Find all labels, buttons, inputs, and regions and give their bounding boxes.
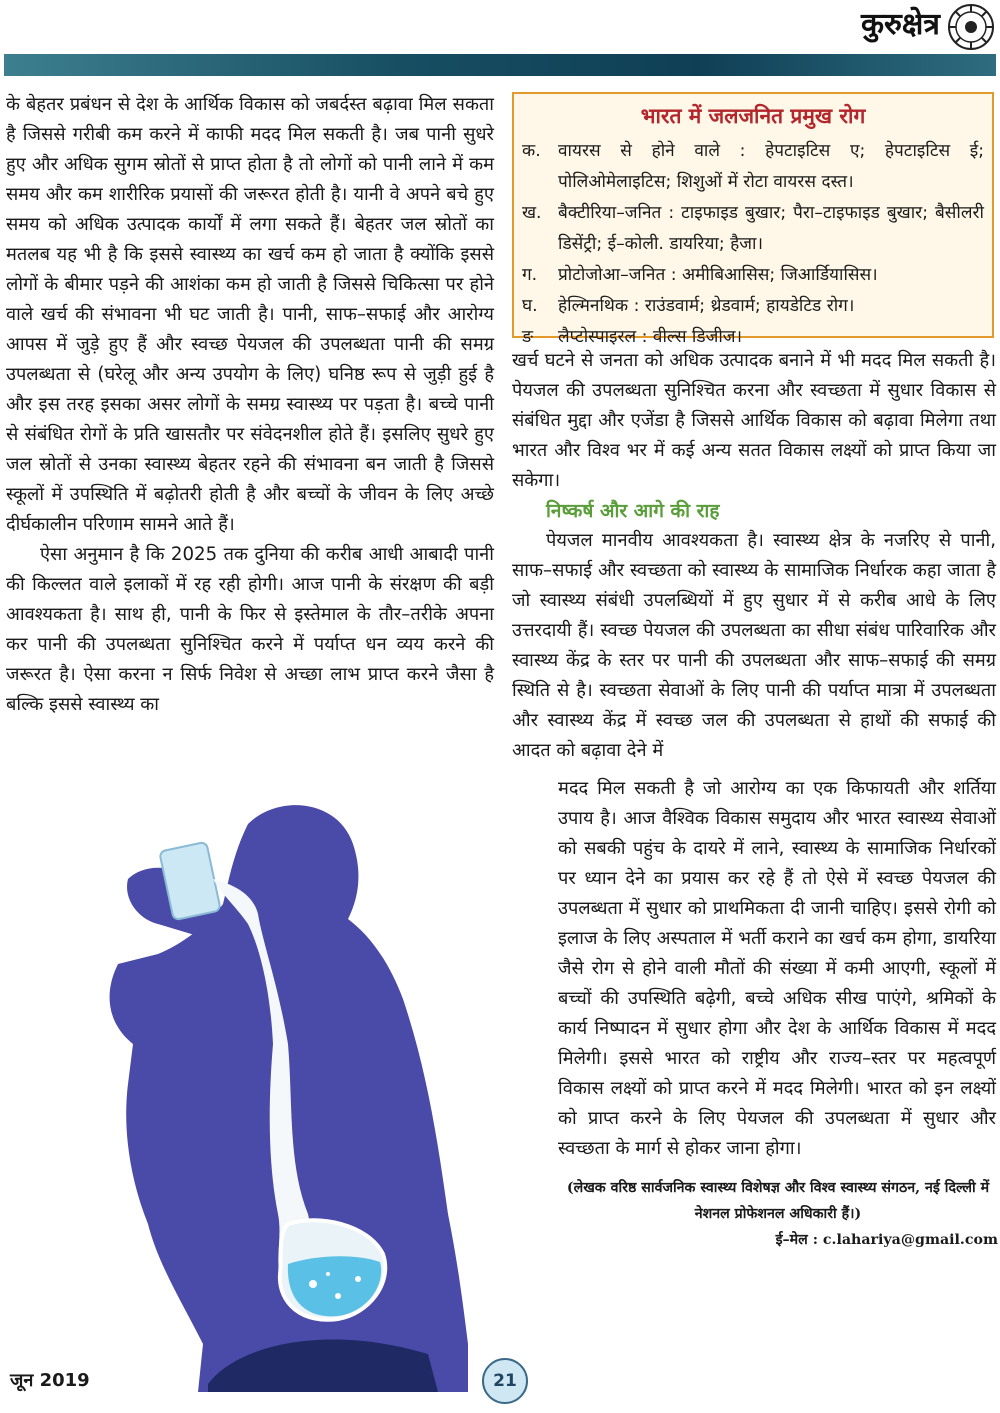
magazine-title: कुरुक्षेत्र xyxy=(860,7,940,42)
disease-item-text: बैक्टीरिया–जनित : टाइफाइड बुखार; पैरा–टाइफाइड बुखार; बैसीलरी डिसेंट्री; ई–कोली. डायरिया; हैजा। xyxy=(558,203,984,254)
author-byline xyxy=(558,1175,998,1253)
disease-item-label: ङ xyxy=(522,327,533,347)
disease-item-label: क. xyxy=(522,141,541,161)
disease-item-label: ग. xyxy=(522,265,538,285)
issue-date: जून 2019 xyxy=(10,1370,90,1391)
disease-item xyxy=(522,291,984,322)
magazine-logo-icon xyxy=(946,2,996,52)
disease-item xyxy=(522,198,984,260)
disease-box-title: भारत में जलजनित प्रमुख रोग xyxy=(640,104,866,128)
right-column xyxy=(512,346,996,766)
disease-box xyxy=(512,92,994,347)
disease-item-text: वायरस से होने वाले : हेपटाइटिस ए; हेपटाइटिस ई; पोलिओमेलाइटिस; शिशुओं में रोटा वायरस दस्त। xyxy=(558,141,984,192)
header-bar xyxy=(4,54,996,76)
author-email: ई–मेल : c.lahariya@gmail.com xyxy=(775,1232,998,1248)
drinking-water-illustration xyxy=(8,784,546,1392)
disease-item xyxy=(522,260,984,291)
disease-item-label: घ. xyxy=(522,296,538,316)
page-number: 21 xyxy=(482,1358,528,1404)
author-note: (लेखक वरिष्ठ सार्वजनिक स्वास्थ्य विशेषज्ञ और विश्व स्वास्थ्य संगठन, नई दिल्ली में नेशनल प्रोफेशनल अधिकारी हैं।) xyxy=(566,1180,990,1222)
section-heading: निष्कर्ष और आगे की राह xyxy=(546,500,720,522)
left-paragraph-1: के बेहतर प्रबंधन से देश के आर्थिक विकास को जबर्दस्त बढ़ावा मिल सकता है जिससे गरीबी कम करने में काफी मदद मिल सकती है। जब पानी सुधरे हुए और अधिक सुगम स्रोतों से प्राप्त होता है तो लोगों को पानी लाने में कम समय और कम शारीरिक प्रयासों की जरूरत होती है। यानी वे अपने बचे हुए समय को अधिक उत्पादक कार्यों में लगा सकते हैं। बेहतर जल स्रोतों का मतलब यह भी है कि इससे स्वास्थ्य का खर्च कम हो जाता है क्योंकि इससे लोगों के बीमार पड़ने की आशंका कम हो जाती है जिससे चिकित्सा पर होने वाले खर्च की संभावना भी घट जाती है। पानी, साफ–सफाई और आरोग्य आपस में जुड़े हुए हैं और स्वच्छ पेयजल की उपलब्धता पानी की समग्र उपलब्धता से (घरेलू और अन्य उपयोग के लिए) घनिष्ठ रूप से जुड़ी हुई है और इस तरह इसका असर लोगों के समग्र स्वास्थ्य पर पड़ता है। बच्चे पानी से संबंधित रोगों के प्रति खासतौर पर संवेदनशील होते हैं। इसलिए सुधरे हुए जल स्रोतों से उनका स्वास्थ्य बेहतर रहने की संभावना बन जाती है जिससे स्कूलों में उपस्थिति में बढ़ोतरी होती है और बच्चों के जीवन के लिए अच्छे दीर्घकालीन परिणाम सामने आते हैं। xyxy=(6,94,494,535)
disease-item-text: हेल्मिनथिक : राउंडवार्म; थ्रेडवार्म; हायडेटिड रोग। xyxy=(558,296,855,316)
right-paragraph-2: पेयजल मानवीय आवश्यकता है। स्वास्थ्य क्षेत्र के नजरिए से पानी, साफ–सफाई और स्वच्छता को स्वास्थ्य के सामाजिक निर्धारक कहा जाता है जो स्वास्थ्य संबंधी उपलब्धियों में हुए सुधार में से करीब आधे के लिए उत्तरदायी हैं। स्वच्छ पेयजल की उपलब्धता का सीधा संबंध पारिवारिक और स्वास्थ्य केंद्र के स्तर पर पानी की उपलब्धता और साफ–सफाई की समग्र स्थिति से है। स्वच्छता सेवाओं के लिए पानी की पर्याप्त मात्रा में उपलब्धता और स्वास्थ्य केंद्र में स्वच्छ जल की उपलब्धता से हाथों की सफाई की आदत को बढ़ावा देने में xyxy=(512,530,996,761)
right-column-lower xyxy=(558,774,996,1164)
right-paragraph-3: मदद मिल सकती है जो आरोग्य का एक किफायती और शर्तिया उपाय है। आज वैश्विक विकास समुदाय और भारत स्वास्थ्य सेवाओं को सबकी पहुंच के दायरे में लाने, स्वास्थ्य के सामाजिक निर्धारकों पर ध्यान देने का प्रयास कर रहे हैं तो ऐसे में स्वच्छ पेयजल की उपलब्धता में सुधार को प्राथमिकता दी जानी चाहिए। इससे रोगी को इलाज के लिए अस्पताल में भर्ती कराने का खर्च कम होगा, डायरिया जैसे रोग से होने वाली मौतों की संख्या में कमी आएगी, स्कूलों में बच्चों की उपस्थिति बढ़ेगी, बच्चे अधिक सीख पाएंगे, श्रमिकों के कार्य निष्पादन में सुधार होगा और देश के आर्थिक विकास में मदद मिलेगी। इससे भारत को राष्ट्रीय और राज्य–स्तर पर महत्वपूर्ण विकास लक्ष्यों को प्राप्त करने में मदद मिलेगी। भारत को इन लक्ष्यों को प्राप्त करने के लिए पेयजल की उपलब्धता में सुधार और स्वच्छता के मार्ग से होकर जाना होगा। xyxy=(558,778,996,1159)
disease-item-text: प्रोटोजोआ–जनित : अमीबिआसिस; जिआर्डियासिस। xyxy=(558,265,878,285)
right-paragraph-1: खर्च घटने से जनता को अधिक उत्पादक बनाने में भी मदद मिल सकती है। पेयजल की उपलब्धता सुनिश्चित करना और स्वच्छता में सुधार विकास से संबंधित मुद्दा और एजेंडा है जिससे आर्थिक विकास को बढ़ावा मिलेगा तथा भारत और विश्व भर में कई अन्य सतत विकास लक्ष्यों को प्राप्त किया जा सकेगा। xyxy=(512,350,996,491)
disease-item xyxy=(522,136,984,198)
disease-item-text: लैप्टोस्पाइरल : वील्स डिजीज। xyxy=(558,327,743,347)
disease-item-label: ख. xyxy=(522,203,542,223)
left-column xyxy=(6,90,494,720)
left-paragraph-2: ऐसा अनुमान है कि 2025 तक दुनिया की करीब आधी आबादी पानी की किल्लत वाले इलाकों में रह रही होगी। आज पानी के संरक्षण की बड़ी आवश्यकता है। साथ ही, पानी के फिर से इस्तेमाल के तौर–तरीके अपना कर पानी की उपलब्धता सुनिश्चित करने में पर्याप्त धन व्यय करने की जरूरत है। ऐसा करना न सिर्फ निवेश से अच्छा लाभ प्राप्त करने जैसा है बल्कि इससे स्वास्थ्य का xyxy=(6,544,494,715)
